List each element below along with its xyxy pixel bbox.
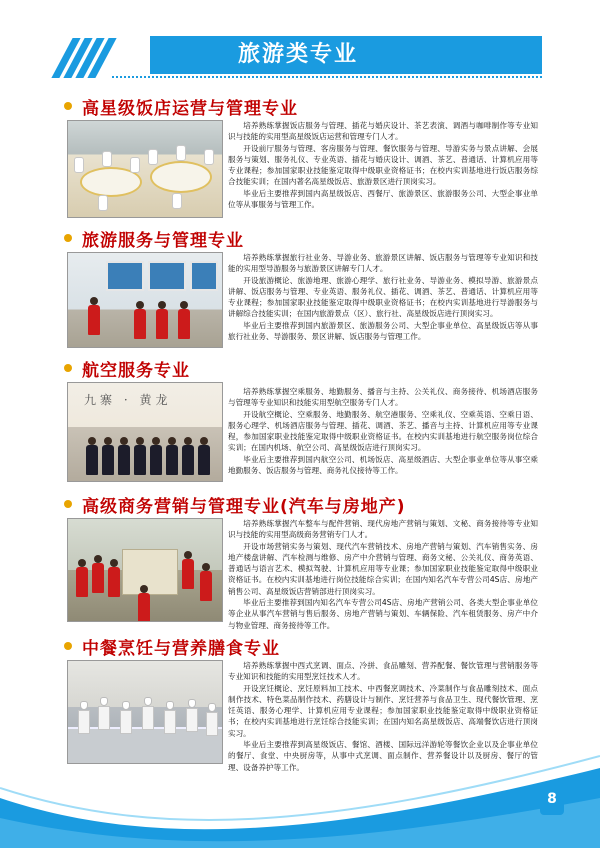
hotel-banquet-photo <box>67 120 223 218</box>
page-number-badge: 8 <box>540 783 564 815</box>
real-estate-sales-photo <box>67 518 223 622</box>
section-title <box>64 634 280 658</box>
section-title <box>64 356 190 380</box>
paragraph: 开设前厅服务与管理、客房服务与管理、餐饮服务与管理、导游实务与景点讲解、会展服务与策划、服务礼仪、专业英语、插花与婚庆设计、调酒、茶艺、普通话、计算机应用等专业课程；参加国家职业技能鉴定取得中级职业资格证书；在校内实训基地进行饭店服务综合技能实训；在国内著名高星级饭店、旅游景区进行顶岗实习。 <box>228 143 538 187</box>
footer-wave-decoration <box>0 728 600 848</box>
section-body <box>228 386 538 476</box>
bullet-dot-icon <box>64 102 72 110</box>
paragraph: 培养熟练掌握空乘服务、地勤服务、播音与主持、公关礼仪、商务接待、机场酒店服务与管理等专业知识和技能实用型航空服务专门人才。 <box>228 387 538 408</box>
paragraph: 开设烹饪概论、烹饪原料加工技术、中西餐烹调技术、冷菜制作与食品雕刻技术、面点制作技术、特色菜品制作技术、药膳设计与制作、烹饪营养与食品卫生、现代餐饮管理、烹饪英语、服务心理学、计算机应用专业课程；参加国家职业技能鉴定取得中级职业资格证书；在校内实训基地进行烹饪综合技能实训；在国内知名高星级饭店、高端餐饮店进行顶岗实习。 <box>228 683 538 738</box>
section-title <box>64 94 298 118</box>
header-title-bar <box>150 36 542 74</box>
paragraph: 培养熟练掌握汽车整车与配件营销、现代房地产营销与策划、文秘、商务接待等专业知识与技能的实用型高级商务营销专门人才。 <box>228 519 538 540</box>
bullet-dot-icon <box>64 364 72 372</box>
page-title: 旅游类专业 <box>238 42 359 67</box>
aviation-crew-photo <box>67 382 223 482</box>
section-title <box>64 492 406 516</box>
bullet-dot-icon <box>64 642 72 650</box>
paragraph: 毕业后主要推荐到国内旅游景区、旅游服务公司、大型企事业单位、高星级饭店等从事旅行社业务、导游服务、景区讲解、饭店服务与管理工作。 <box>228 320 538 342</box>
section-aviation-service <box>0 356 600 486</box>
paragraph: 毕业后主要推荐到国内高星级饭店、西餐厅、旅游景区、旅游服务公司、大型企事业单位等从事服务与管理工作。 <box>228 188 538 210</box>
paragraph: 开设航空概论、空乘服务、地勤服务、航空港服务、空乘礼仪、空乘英语、空乘日语、服务心理学、机场酒店服务与管理、插花、调酒、茶艺、播音与主持、计算机应用等专业课程，参加国家职业技能鉴定取得中级职业资格证书。在校内实训基地进行航空服务岗位综合实训；在国内机场、航空公司、高星级饭店进行顶岗实习。 <box>228 409 538 453</box>
paragraph: 培养熟练掌握饭店服务与管理、插花与婚庆设计、茶艺表演、调酒与咖啡制作等专业知识与技能的实用型高星级饭店运营和管理专门人才。 <box>228 121 538 142</box>
paragraph: 开设旅游概论、旅游地理、旅游心理学、旅行社业务、导游业务、模拟导游、旅游景点讲解、饭店服务与管理、专业英语、服务礼仪、插花、调酒、茶艺、普通话、计算机应用等专业课程；参加国家职业技能鉴定取得中级职业资格证书；在校内实训基地进行导游服务与讲解综合技能实训；在国内旅游景点（区）、旅行社、高星级饭店进行顶岗实习。 <box>228 275 538 319</box>
paragraph: 毕业后主要推荐到高星级饭店、餐馆、酒楼、国际远洋游轮等餐饮企业以及企事业单位的餐厅、食堂、中央厨房等，从事中式烹调、面点制作、营养餐设计以及厨房、餐厅的管理、设备养护等工作。 <box>228 740 538 772</box>
section-hotel-management <box>0 94 600 222</box>
bullet-dot-icon <box>64 234 72 242</box>
paragraph: 培养熟练掌握中西式烹调、面点、冷拼、食品雕刻、营养配餐、餐饮管理与营销服务等专业知识和技能的实用型烹饪技术人才。 <box>228 661 538 682</box>
paragraph: 毕业后主要推荐到国内航空公司、机场饭店、高星级酒店、大型企事业单位等从事空乘地勤服务、饭店服务与管理、商务礼仪接待等工作。 <box>228 454 538 476</box>
header-stripes-decoration <box>58 38 118 78</box>
section-title <box>64 226 244 250</box>
page-header <box>0 0 600 92</box>
section-tourism-service <box>0 226 600 350</box>
section-body <box>228 518 538 631</box>
section-body <box>228 252 538 342</box>
paragraph: 毕业后主要推荐到国内知名汽车专营公司4S店、房地产营销公司、各类大型企事业单位等企业从事汽车营销与售后服务、房地产营销与策划、车辆保险、汽车租赁服务、房产中介与物业管理、商务接待等工作。 <box>228 598 538 630</box>
section-title-text: 高级商务营销与管理专业(汽车与房地产) <box>82 496 406 517</box>
header-dotted-line <box>112 76 542 78</box>
section-title-text: 中餐烹饪与营养膳食专业 <box>82 638 280 659</box>
section-title-text: 高星级饭店运营与管理专业 <box>82 98 298 119</box>
section-title-text: 旅游服务与管理专业 <box>82 230 244 251</box>
paragraph: 培养熟练掌握旅行社业务、导游业务、旅游景区讲解、饭店服务与管理等专业知识和技能的实用型导游服务与旅游景区讲解专门人才。 <box>228 253 538 274</box>
tour-guide-training-photo <box>67 252 223 348</box>
photo-sign-text: 九寨 · 黄龙 <box>84 393 172 407</box>
section-business-marketing <box>0 492 600 628</box>
paragraph: 开设市场营销实务与策划、现代汽车营销技术、房地产营销与策划、汽车销售实务、房地产楼盘讲解、汽车检测与维修、房产中介营销与管理、商务文秘、公关礼仪、商务英语、普通话与语言艺术、模拟驾驶、计算机应用等专业课；参加国家职业技能鉴定取得中级职业资格证书。在校内实训基地进行岗位技能综合实训；在国内知名汽车专营公司4S店、房地产销售公司、高星级饭店营销部进行顶岗实习。 <box>228 541 538 596</box>
bullet-dot-icon <box>64 500 72 508</box>
section-title-text: 航空服务专业 <box>82 360 190 381</box>
section-body <box>228 120 538 210</box>
